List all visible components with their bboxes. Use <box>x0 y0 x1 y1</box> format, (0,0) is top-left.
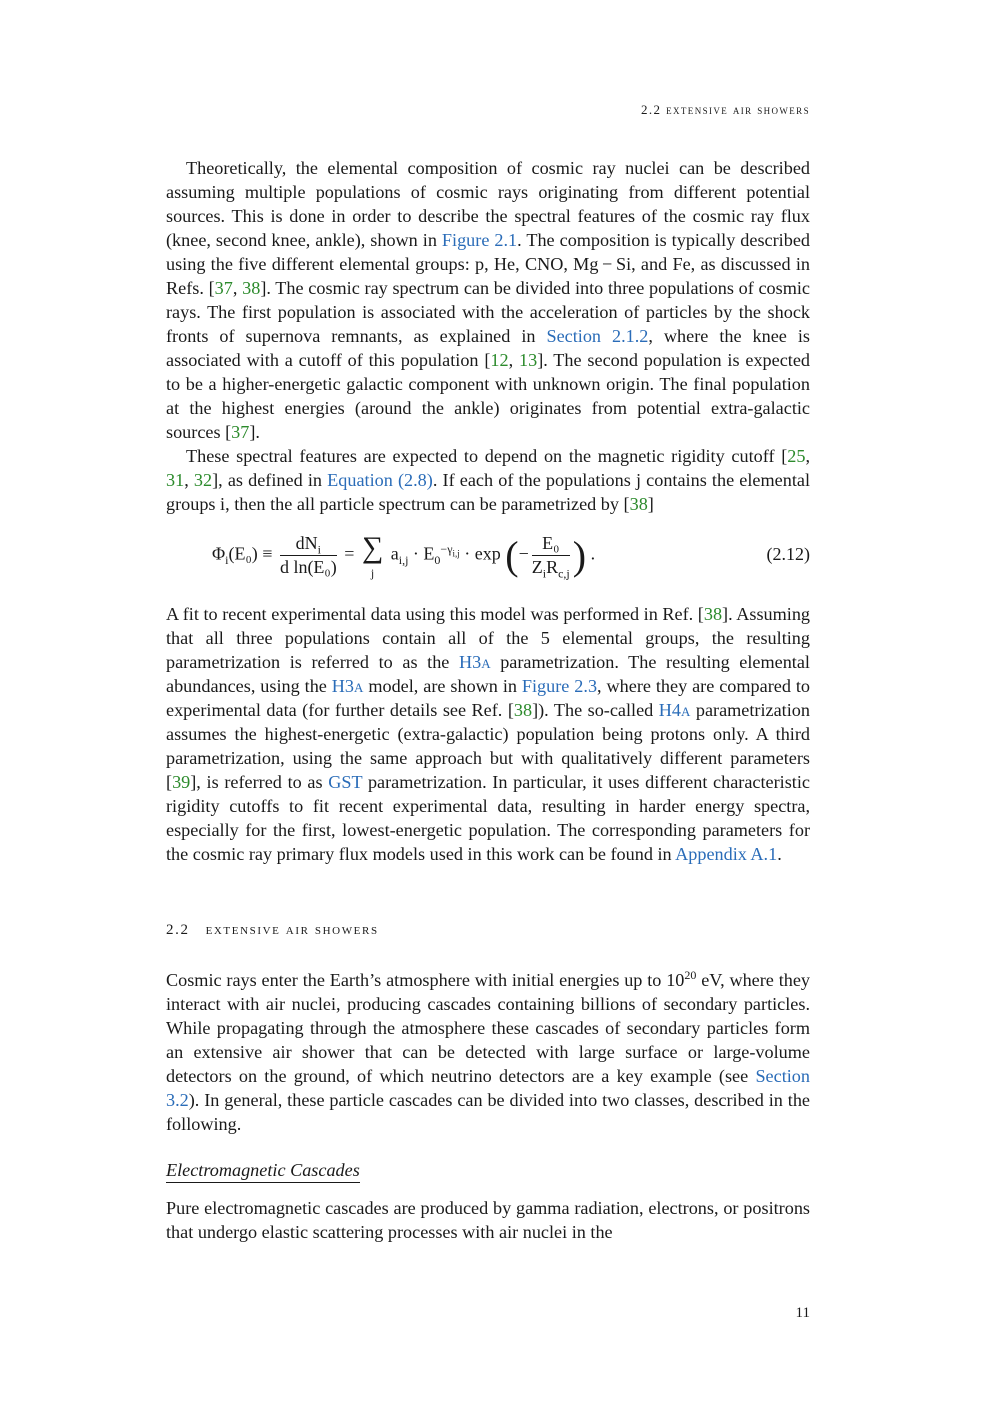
citation-38[interactable]: 38 <box>513 700 533 720</box>
text: ] <box>647 494 654 514</box>
text: model, are shown in <box>363 676 522 696</box>
text: Cosmic rays enter the Earth’s atmosphere with initial energies up to 10 <box>166 970 685 990</box>
paragraph-em-cascades <box>166 1196 810 1244</box>
text: ). In general, these particle cascades can be divided into two classes, described in the following. <box>166 1090 810 1134</box>
text: , <box>508 350 519 370</box>
eq-paren-left: ( <box>505 533 519 578</box>
citation-13[interactable]: 13 <box>519 350 538 370</box>
link-h4a[interactable]: H4a <box>658 700 691 720</box>
citation-32[interactable]: 32 <box>193 470 213 490</box>
eq-frac-num <box>280 533 337 556</box>
paragraph-air-showers <box>166 968 810 1136</box>
citation-37[interactable]: 37 <box>231 422 250 442</box>
page <box>166 0 810 1414</box>
text: Pure electromagnetic cascades are produced by gamma radiation, electrons, or positrons that undergo elastic scattering processes with air nuclei in the <box>166 1198 810 1242</box>
eq-fraction <box>280 533 337 578</box>
link-section-3-2[interactable]: Section 3.2 <box>166 1066 810 1110</box>
citation-31[interactable]: 31 <box>166 470 185 490</box>
eq-trail: . <box>590 543 596 564</box>
eq-sum-index: j <box>370 565 375 580</box>
eq-sum <box>361 530 384 580</box>
eq-lhs-arg: (E₀) ≡ <box>228 543 273 564</box>
eq-frac-num-sub: i <box>317 542 321 557</box>
section-number: 2.2 <box>166 922 190 938</box>
text: ]. Assuming that all three populations contain all of the 5 elemental groups, the resulting parametrization is referred to as the <box>166 604 811 672</box>
text: . <box>777 844 782 864</box>
eq-term-a-sub: i,j <box>398 553 409 568</box>
equation-number: (2.12) <box>766 544 810 564</box>
eq-frac-num-text: dN <box>295 533 318 553</box>
eq-phi-sub: i <box>225 553 229 568</box>
eq-e-sup-sub: i,j <box>452 548 460 559</box>
section-title: extensive air showers <box>205 922 379 938</box>
eq-inner-fraction <box>531 533 570 581</box>
equation-body <box>212 532 595 579</box>
running-head: 2.2 extensive air showers <box>641 102 810 117</box>
link-gst[interactable]: GST <box>328 772 363 792</box>
text: A fit to recent experimental data using this model was performed in Ref. [ <box>166 604 704 624</box>
citation-39[interactable]: 39 <box>172 772 191 792</box>
link-h3a[interactable]: H3a <box>331 676 364 696</box>
link-h3a[interactable]: H3a <box>458 652 491 672</box>
paragraph-composition <box>166 156 810 444</box>
page-number: 11 <box>795 1305 810 1321</box>
eq-dot-e: · E <box>412 543 435 564</box>
citation-38[interactable]: 38 <box>629 494 648 514</box>
eq-equals: = <box>344 543 355 564</box>
link-equation-2-8[interactable]: Equation (2.8) <box>327 470 433 490</box>
link-figure-2-1[interactable]: Figure 2.1 <box>441 230 518 250</box>
exponent: 20 <box>684 967 697 982</box>
text: . The composition is typically described using the five different elemental groups: p, He, CNO, Mg − Si, and Fe, as discussed in Refs. [ <box>166 230 810 298</box>
eq-dot-exp: · exp <box>464 543 501 564</box>
text: ], as defined in <box>212 470 328 490</box>
citation-37[interactable]: 37 <box>214 278 233 298</box>
citation-38[interactable]: 38 <box>703 604 723 624</box>
eq-phi: Φ <box>212 543 226 564</box>
text: ]). The so-called <box>532 700 659 720</box>
text: , where they are compared to experimental data (for further details see Ref. [ <box>166 676 811 720</box>
eq-r: R <box>546 557 559 577</box>
eq-z: Z <box>531 557 543 577</box>
text: These spectral features are expected to depend on the magnetic rigidity cutoff [ <box>186 446 788 466</box>
eq-e-sup <box>440 541 460 559</box>
eq-frac-den: d ln(E₀) <box>279 557 337 577</box>
text: , <box>232 278 243 298</box>
citation-12[interactable]: 12 <box>490 350 509 370</box>
equation-2-12 <box>166 528 810 592</box>
citation-25[interactable]: 25 <box>787 446 806 466</box>
text: Theoretically, the elemental composition of cosmic ray nuclei can be described assuming multiple populations of cosmic rays originating from different potential sources. This is done in order to describe the spectral features of the cosmic ray flux (knee, second knee, ankle), shown in <box>166 158 810 250</box>
text: , where the knee is associated with a cutoff of this population [ <box>166 326 810 370</box>
link-appendix-a-1[interactable]: Appendix A.1 <box>675 844 778 864</box>
section-heading <box>166 922 379 939</box>
text: ]. The second population is expected to be a higher-energetic galactic component with unknown origin. The final population at the highest energies (around the ankle) originates from potential extra-galactic sources [ <box>166 350 810 442</box>
eq-paren-right: ) <box>572 533 587 578</box>
eq-z-sub: i <box>542 566 547 581</box>
text: , <box>805 446 810 466</box>
paragraph-fit <box>166 602 810 866</box>
link-section-2-1-2[interactable]: Section 2.1.2 <box>546 326 649 346</box>
sum-icon: ∑ <box>361 530 384 564</box>
text: eV, where they interact with air nuclei, producing cascades containing billions of secondary particles. While propagating through the atmosphere these cascades of secondary particles form an extensive air shower that can be detected with large surface or large-volume detectors on the ground, of which neutrino detectors are a key example (see <box>166 970 811 1086</box>
eq-e-sup-text: −γ <box>440 541 453 556</box>
text: ]. The cosmic ray spectrum can be divided into three populations of cosmic rays. The first population is associated with the acceleration of particles by the shock fronts of supernova remnants, as explained in <box>166 278 810 346</box>
eq-r-sub: c,j <box>558 566 570 581</box>
subsection-heading: Electromagnetic Cascades <box>166 1160 360 1183</box>
text: , <box>184 470 194 490</box>
text: . If each of the populations j contains the elemental groups i, then the all particle spectrum can be parametrized by [ <box>166 470 810 514</box>
text: ], is referred to as <box>190 772 329 792</box>
text: parametrization. The resulting elemental abundances, using the <box>166 652 810 696</box>
eq-e-sub: 0 <box>434 553 441 568</box>
citation-38[interactable]: 38 <box>242 278 261 298</box>
paragraph-rigidity <box>166 444 810 516</box>
eq-inner-num: E₀ <box>532 533 570 556</box>
eq-inner-minus: − <box>518 543 529 564</box>
link-figure-2-3[interactable]: Figure 2.3 <box>521 676 598 696</box>
text: ]. <box>249 422 260 442</box>
text: parametrization. In particular, it uses different characteristic rigidity cutoffs to fit recent experimental data, resulting in harder energy spectra, especially for the first, lowest-energetic population. The corresponding parameters for the cosmic ray primary flux models used in this work can be found in <box>166 772 810 864</box>
eq-inner-den <box>531 556 570 581</box>
text: parametrization assumes the highest-energetic (extra-galactic) population being protons only. A third parametrization, using the same approach but with qualitatively different parameters [ <box>166 700 810 792</box>
eq-term-a: a <box>390 543 399 564</box>
